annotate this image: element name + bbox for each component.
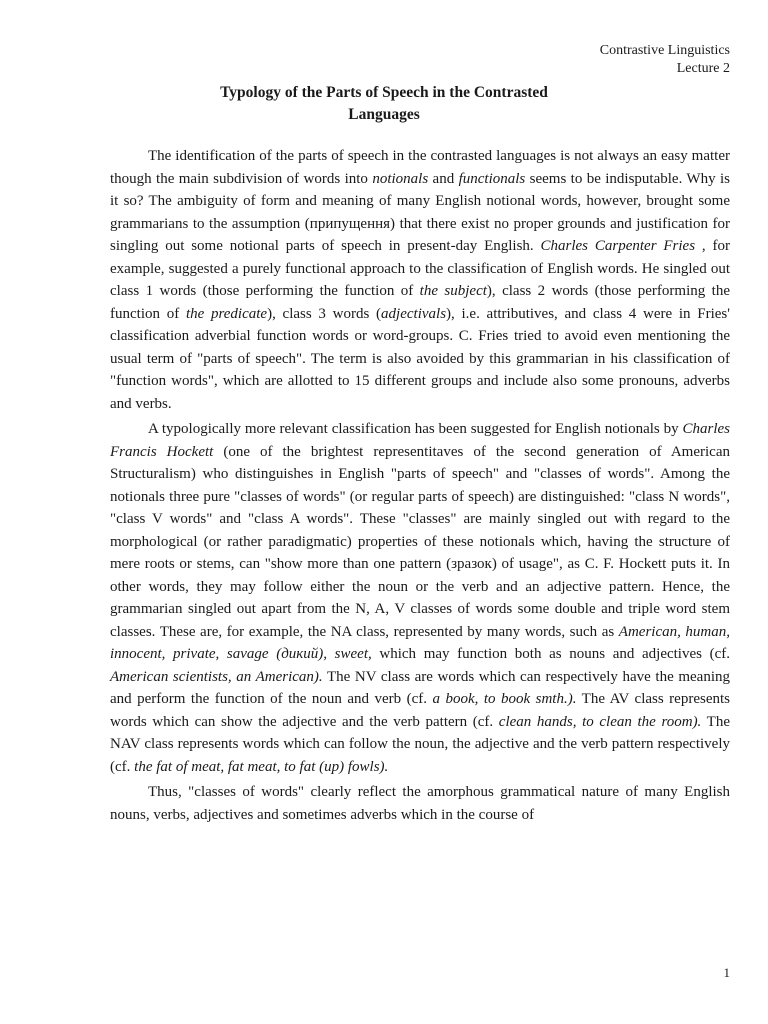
italic-text-run: the fat of meat, fat meat, to fat (up) fowls). xyxy=(134,758,389,775)
paragraph-2 xyxy=(110,418,730,778)
text-run: A typologically more relevant classification has been suggested for English notionals by xyxy=(148,421,683,437)
italic-text-run: adjectivals xyxy=(381,305,447,322)
italic-text-run: clean hands, to clean the room). xyxy=(498,713,702,730)
text-run: The AV class represents words which can show the adjective and the verb pattern (cf. xyxy=(110,691,730,730)
page-header xyxy=(600,42,730,78)
italic-text-run: notionals xyxy=(372,170,429,187)
text-run: The NAV class represents words which can follow the noun, the adjective and the verb pattern respectively (cf. xyxy=(110,713,730,775)
text-run: The NV class are words which can respectively have the meaning and perform the function of the noun and verb (cf. xyxy=(110,668,730,707)
document-title xyxy=(0,82,768,126)
document-body xyxy=(110,145,730,829)
italic-text-run: American, human, innocent, private, savage (дикий), sweet, xyxy=(110,623,731,662)
lecture-number: Lecture 2 xyxy=(676,61,730,76)
title-line-2: Languages xyxy=(348,106,420,123)
italic-text-run: functionals xyxy=(458,170,526,187)
text-run: ), class 3 words ( xyxy=(267,305,382,322)
text-run: seems to be indisputable. Why is it so? The ambiguity of form and meaning of many English notional words, however, brought some grammarians to the assumption (припущення) that there exist no proper grounds and justification for singling out some notional parts of speech in present-day English. xyxy=(110,170,730,254)
text-run: The identification of the parts of speech in the contrasted languages is not always an easy matter though the main subdivision of words into xyxy=(110,148,730,187)
title-line-1: Typology of the Parts of Speech in the Contrasted xyxy=(220,84,548,101)
text-run: (one of the brightest representitaves of the second generation of American Structuralism) who distinguishes in English "parts of speech" and "classes of words". Among the notionals three pure "classes of words" (or regular parts of speech) are distinguished: "class N words", "class V words" and "class A words". These "classes" are mainly singled out with regard to the morphological (or rather paradigmatic) properties of these notionals which, having the structure of mere roots or stems, can "show more than one pattern (зразок) of usage", as C. F. Hockett puts it. In other words, they may follow either the noun or the verb and an adjective pattern. Hence, the grammarian singled out apart from the N, A, V classes of words some double and triple word stem classes. These are, for example, the NA class, represented by many words, such as xyxy=(110,443,730,640)
paragraph-1 xyxy=(110,145,730,415)
text-run: Thus, "classes of words" clearly reflect the amorphous grammatical nature of many English nouns, verbs, adjectives and sometimes adverbs which in the course of xyxy=(110,784,730,823)
italic-text-run: a book, to book smth.). xyxy=(432,691,577,707)
italic-text-run: the predicate xyxy=(185,305,268,322)
paragraph-3 xyxy=(110,781,730,826)
text-run: ), i.e. attributives, and class 4 were in Fries' classification adverbial function words or word-groups. C. Fries tried to avoid even mentioning the usual term of "parts of speech". The term is also avoided by this grammarian in his classification of "function words", which are allotted to 15 different groups and include also some pronouns, adverbs and verbs. xyxy=(110,305,730,412)
italic-text-run: American scientists, an American). xyxy=(110,668,323,685)
course-name: Contrastive Linguistics xyxy=(599,43,730,58)
text-run: which may function both as nouns and adjectives (cf. xyxy=(371,646,730,662)
text-run: and xyxy=(428,170,459,187)
text-run: ), class 2 words (those performing the function of xyxy=(110,283,730,322)
text-run: , for example, suggested a purely functional approach to the classification of English words. He singled out class 1 words (those performing the function of xyxy=(110,238,730,299)
page-number: 1 xyxy=(723,965,730,980)
italic-text-run: Charles Carpenter Fries xyxy=(540,238,696,254)
italic-text-run: Charles Francis Hockett xyxy=(110,421,730,460)
italic-text-run: the subject xyxy=(419,283,487,299)
